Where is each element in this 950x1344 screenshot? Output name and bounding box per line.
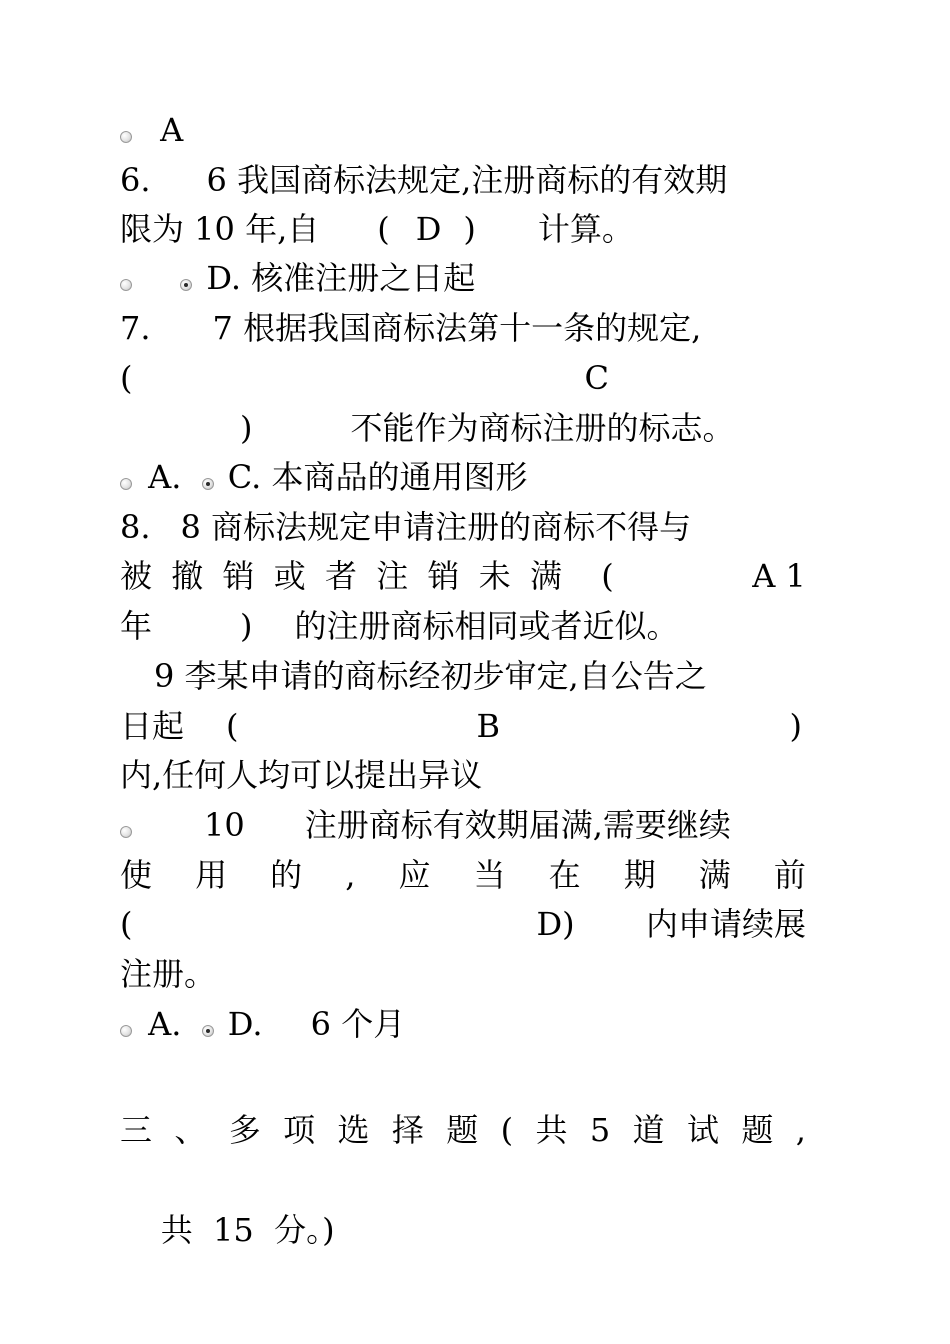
q10-char: 应 <box>398 856 431 894</box>
section3-char: ( <box>500 1111 514 1149</box>
section3-char: 试 <box>686 1111 719 1149</box>
q6-paren-close: ) <box>463 210 476 248</box>
section3-char: 5 <box>589 1111 611 1149</box>
radio-selected-icon[interactable] <box>202 1025 214 1037</box>
q10-option-row <box>120 999 806 1049</box>
q9-paren-open: ( <box>226 707 239 745</box>
q10-char: 满 <box>698 856 731 894</box>
q10-line-4 <box>120 949 806 999</box>
q6-question-text: 6 我国商标法规定,注册商标的有效期 <box>206 161 728 199</box>
radio-icon[interactable] <box>120 478 132 490</box>
q8-answer: A 1 <box>752 557 806 595</box>
section3-char: 多 <box>228 1111 261 1149</box>
q10-answer: D) <box>536 905 575 943</box>
q7-line-1 <box>120 303 806 353</box>
q6-text-tail: 计算。 <box>537 210 634 248</box>
q9-text: 日起 <box>120 707 185 745</box>
q8-char: 满 <box>530 557 563 595</box>
q8-char: 注 <box>376 557 409 595</box>
q7-paren-open: ( <box>120 359 133 397</box>
radio-selected-icon[interactable] <box>180 279 192 291</box>
q7-number: 7. <box>120 309 151 347</box>
q7-option-a-label: A. <box>148 458 182 496</box>
q8-char: 者 <box>325 557 358 595</box>
q10-option-d-text: 6 个月 <box>310 1005 406 1043</box>
q10-text-end: 注册。 <box>120 955 217 993</box>
q9-line-2 <box>120 701 806 751</box>
q8-char: 撤 <box>171 557 204 595</box>
q7-option-row <box>120 452 806 502</box>
q8-number: 8. <box>120 508 151 546</box>
q9-answer: B <box>476 707 501 745</box>
q8-paren-close: ) <box>240 607 253 645</box>
section3-char: 题 <box>446 1111 479 1149</box>
q6-answer: D <box>415 210 442 248</box>
q10-paren-open: ( <box>120 905 133 943</box>
q8-text-tail: 的注册商标相同或者近似。 <box>294 607 679 645</box>
q6-option-row <box>120 253 806 303</box>
q10-char: 期 <box>623 856 656 894</box>
q8-char: 被 <box>120 557 153 595</box>
q5-option-row <box>120 105 806 155</box>
section3-heading-line-2 <box>120 1155 806 1249</box>
q8-line-2 <box>120 551 806 601</box>
q10-char: 在 <box>548 856 581 894</box>
q9-paren-close: ) <box>789 707 802 745</box>
q8-line-1 <box>120 502 806 552</box>
q7-paren-close: ) <box>240 409 253 447</box>
q10-number: 10 <box>204 806 245 844</box>
section3-char: , <box>795 1111 806 1149</box>
radio-icon[interactable] <box>120 826 132 838</box>
q8-char: 销 <box>427 557 460 595</box>
q8-question-text: 8 商标法规定申请注册的商标不得与 <box>180 508 692 546</box>
section3-score-text: 共 15 分。) <box>160 1211 335 1249</box>
q7-line-2 <box>120 353 806 403</box>
q9-line-1 <box>120 651 806 701</box>
q10-line-1 <box>120 800 806 850</box>
q10-option-d-label: D. <box>227 1005 263 1043</box>
q9-question-text: 9 李某申请的商标经初步审定,自公告之 <box>154 657 707 695</box>
radio-selected-icon[interactable] <box>202 478 214 490</box>
q10-line-2 <box>120 850 806 900</box>
q10-char: 使 <box>120 856 153 894</box>
q7-text-tail: 不能作为商标注册的标志。 <box>350 409 735 447</box>
q8-paren-open: ( <box>601 557 614 595</box>
q6-line-2 <box>120 204 806 254</box>
section3-char: 择 <box>391 1111 424 1149</box>
q8-char: 销 <box>222 557 255 595</box>
section3-heading-line-1 <box>120 1105 806 1155</box>
q10-text-tail: 内申请续展 <box>645 905 806 943</box>
q5-option-label: A <box>160 111 184 149</box>
q10-line-3 <box>120 899 806 949</box>
q6-line-1 <box>120 155 806 205</box>
q7-option-c-text: C. 本商品的通用图形 <box>227 458 528 496</box>
q10-char: 用 <box>195 856 228 894</box>
q8-char: 或 <box>273 557 306 595</box>
section3-char: 、 <box>174 1111 207 1149</box>
q9-text-tail: 内,任何人均可以提出异议 <box>120 756 483 794</box>
q6-text: 限为 10 年,自 <box>120 210 320 248</box>
q8-text: 年 <box>120 607 153 645</box>
section3-char: 共 <box>535 1111 568 1149</box>
radio-icon[interactable] <box>120 1025 132 1037</box>
q7-question-text: 7 根据我国商标法第十一条的规定, <box>212 309 702 347</box>
q9-line-3 <box>120 750 806 800</box>
section3-char: 道 <box>632 1111 665 1149</box>
q6-option-text: D. 核准注册之日起 <box>206 259 476 297</box>
q10-question-text: 注册商标有效期届满,需要继续 <box>304 806 731 844</box>
q7-line-3 <box>120 403 806 453</box>
section3-char: 三 <box>120 1111 153 1149</box>
q10-option-a-label: A. <box>148 1005 182 1043</box>
section3-char: 题 <box>741 1111 774 1149</box>
radio-icon[interactable] <box>120 279 132 291</box>
radio-icon[interactable] <box>120 131 132 143</box>
section3-char: 项 <box>283 1111 316 1149</box>
q6-paren-open: ( <box>377 210 390 248</box>
q8-line-3 <box>120 601 806 651</box>
q7-answer: C <box>584 359 609 397</box>
q10-char: 的 <box>270 856 303 894</box>
q8-char: 未 <box>478 557 511 595</box>
q10-char: , <box>345 856 356 894</box>
q10-char: 前 <box>773 856 806 894</box>
section3-char: 选 <box>337 1111 370 1149</box>
q10-char: 当 <box>473 856 506 894</box>
q6-number: 6. <box>120 161 151 199</box>
